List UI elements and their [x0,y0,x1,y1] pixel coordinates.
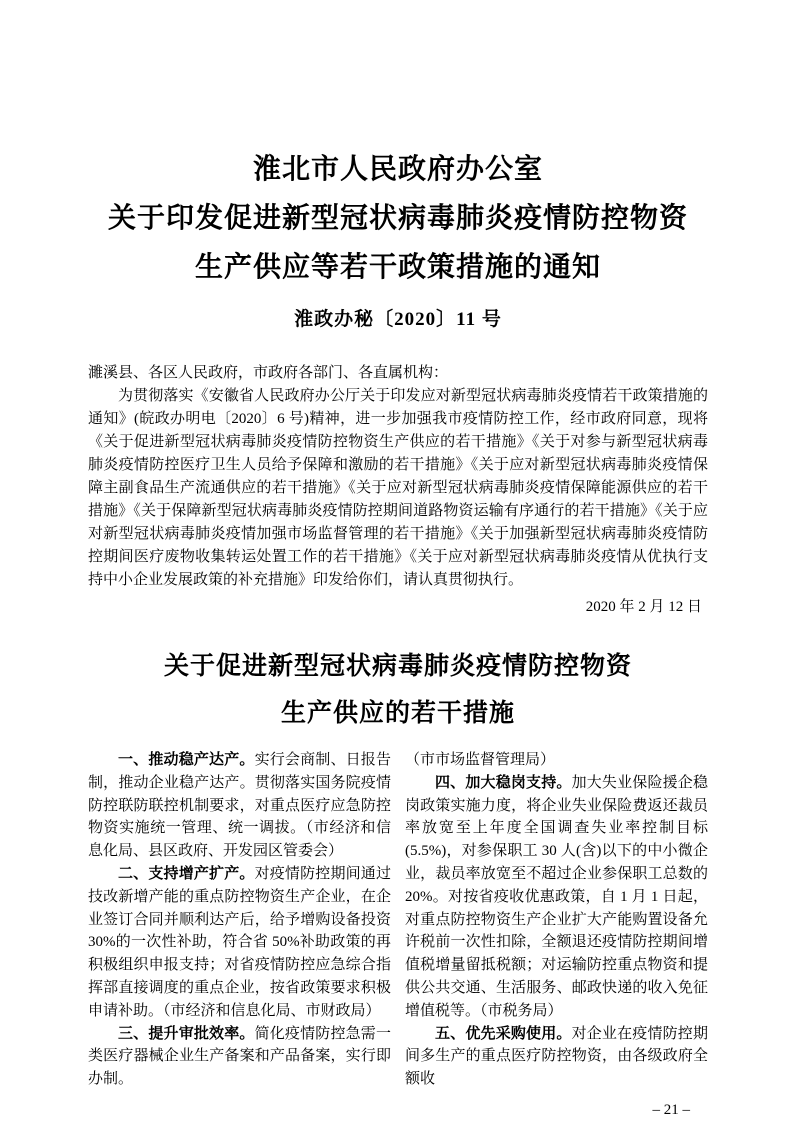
left-column [88,749,391,1091]
measure-paragraph-3-continued [405,749,708,772]
right-column [405,749,708,1091]
measure-body-4: 加大失业保险援企稳岗政策实施力度，将企业失业保险费返还裁员率放宽至上年度全国调查失业率控制目标(5.5%)，对参保职工 30 人(含)以下的中小微企业，裁员率放宽至不超过企业参保职工总数的 20%。对按省疫收优惠政策，自 1 月 1 日起，对重点防控物资生产企业扩大产能购置设备允许税前一次性扣除，全额退还疫情防控期间增值税增量留抵税额；对运输防控重点物资和提供公共交通、生活服务、邮政快递的收入免征增值税等。（市税务局） [405,774,708,1019]
document-title-line-2: 关于印发促进新型冠状病毒肺炎疫情防控物资 [107,203,688,234]
attachment-title-line-1: 关于促进新型冠状病毒肺炎疫情防控物资 [163,653,632,680]
document-number: 淮政办秘〔2020〕11 号 [294,309,502,330]
measure-body-1: 实行会商制、日报告制，推动企业稳产达产。贯彻落实国务院疫情防控联防联控机制要求，对重点医疗应急防控物资实施统一管理、统一调拔。（市经济和信息化局、县区政府、开发园区管委会） [88,752,391,860]
measure-lead-3: 三、提升审批效率。 [118,1025,255,1042]
attachment-title-line-2: 生产供应的若干措施 [280,700,515,727]
document-title-line-3: 生产供应等若干政策措施的通知 [194,252,601,283]
measure-body-3-continued: （市市场监督管理局） [405,752,556,768]
measure-paragraph-2 [88,863,391,1023]
measure-lead-4: 四、加大稳岗支持。 [435,774,572,791]
document-title-line-1: 淮北市人民政府办公室 [252,154,543,185]
document-title [88,145,708,292]
intro-paragraph: 为贯彻落实《安徽省人民政府办公厅关于印发应对新型冠状病毒肺炎疫情若干政策措施的通知》(皖政办明电〔2020〕6 号)精神，进一步加强我市疫情防控工作，经市政府同意，现将《关于促进新型冠状病毒肺炎疫情防控物资生产供应的若干措施》《关于对参与新型冠状病毒肺炎疫情防控医疗卫生人员给予保障和激励的若干措施》《关于应对新型冠状病毒肺炎疫情保障主副食品生产流通供应的若干措施》《关于应对新型冠状病毒肺炎疫情保障能源供应的若干措施》《关于保障新型冠状病毒肺炎疫情防控期间道路物资运输有序通行的若干措施》《关于应对新型冠状病毒肺炎疫情加强市场监督管理的若干措施》《关于加强新型冠状病毒肺炎疫情防控期间医疗废物收集转运处置工作的若干措施》《关于应对新型冠状病毒肺炎疫情从优执行支持中小企业发展政策的补充措施》印发给你们，请认真贯彻执行。 [88,388,708,588]
measure-body-2: 对疫情防控期间通过技改新增产能的重点防控物资生产企业，在企业签订合同并顺利达产后，给予增购设备投资 30%的一次性补助，符合省 50%补助政策的再积极组织申报支持；对省疫情防控应急综合指挥部直接调度的重点企业，按省政策要求积极申请补助。（市经济和信息化局、市财政局） [88,865,391,1019]
measure-paragraph-4 [405,772,708,1023]
page-number: – 21 – [652,1101,690,1118]
measure-lead-1: 一、推动稳产达产。 [118,752,255,768]
measure-lead-2: 二、支持增产扩产。 [118,865,255,882]
measure-lead-5: 五、优先采购使用。 [435,1025,572,1042]
attachment-title [88,643,708,737]
issue-date: 2020 年 2 月 12 日 [585,599,702,615]
measure-body-5: 对企业在疫情防控期间多生产的重点医疗防控物资，由各级政府全额收 [405,1025,708,1088]
measures-columns [88,749,708,1091]
notice-body [88,362,708,592]
salutation: 濉溪县、各区人民政府，市政府各部门、各直属机构： [88,365,449,381]
measure-paragraph-5 [405,1023,708,1091]
measure-paragraph-1 [88,749,391,863]
measure-body-3: 简化疫情防控急需一类医疗器械企业生产备案和产品备案，实行即办制。 [88,1025,391,1088]
measure-paragraph-3 [88,1023,391,1091]
